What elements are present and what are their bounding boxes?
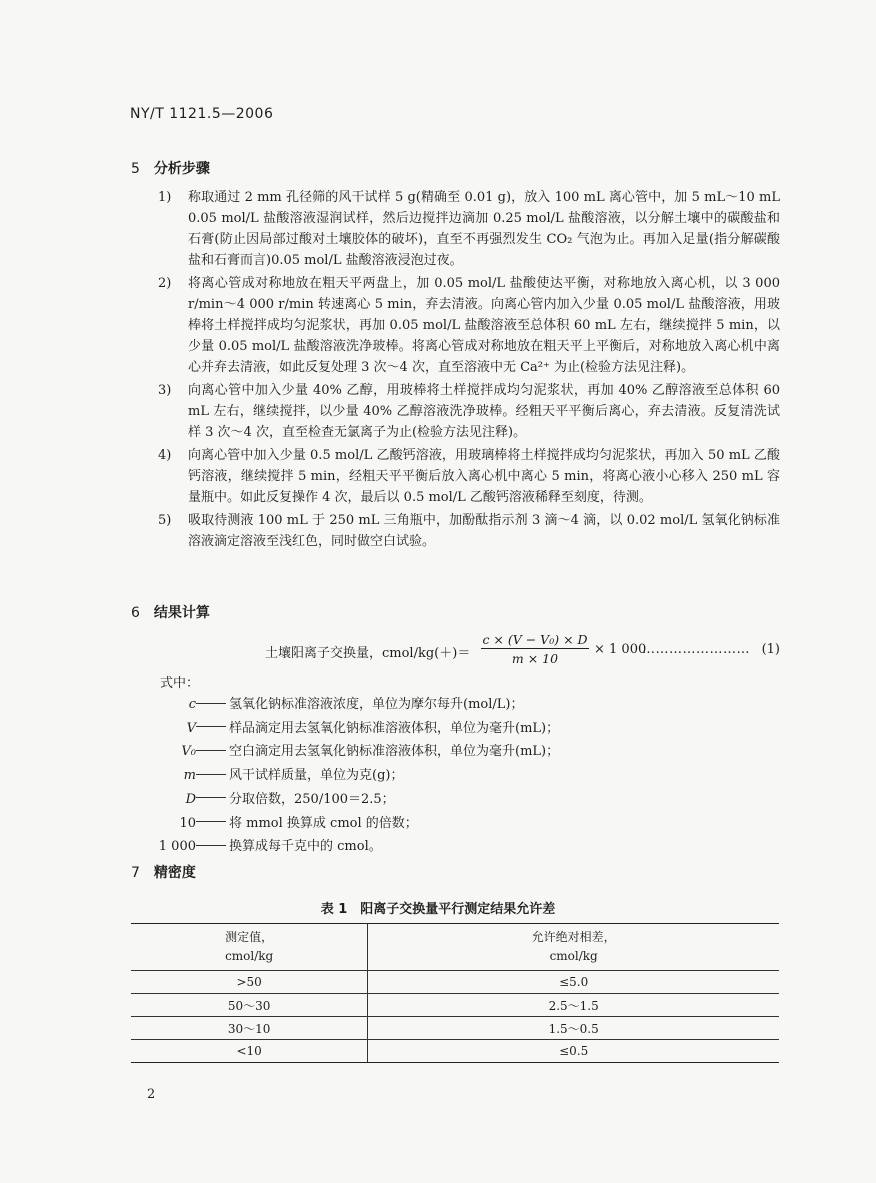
variable-symbol: 1 000 (158, 839, 196, 855)
analysis-steps-list (150, 187, 780, 554)
equation-number: (1) (761, 642, 780, 657)
step-number: 1) (158, 190, 172, 205)
variable-description: 将 mmol 换算成 cmol 的倍数； (229, 815, 418, 831)
step-item (150, 510, 780, 552)
section-number: 7 (131, 865, 140, 881)
variable-description: 样品滴定用去氢氧化钠标准溶液体积，单位为毫升(mL)； (229, 720, 560, 736)
table-cell: ≤5.0 (368, 971, 779, 994)
table-cell: 1.5～0.5 (368, 1017, 779, 1040)
section-6-title (131, 602, 210, 622)
step-text: 吸取待测液 100 mL 于 250 mL 三角瓶中，加酚酞指示剂 3 滴～4 滴，以 0.02 mol/L 氢氧化钠标准溶液滴定溶液至浅红色，同时做空白试验。 (188, 513, 780, 549)
header-unit: cmol/kg (549, 949, 598, 963)
table-header-cell (368, 924, 779, 971)
variable-description: 换算成每千克中的 cmol。 (229, 839, 382, 855)
table-cell: 30～10 (131, 1017, 368, 1040)
page-number: 2 (147, 1087, 156, 1102)
table-cell: ≤0.5 (368, 1040, 779, 1063)
variable-item (150, 764, 559, 788)
variable-symbol: m (183, 768, 196, 784)
formula-numerator: c × (V − V₀) × D (482, 632, 588, 647)
variable-item (150, 717, 559, 741)
variable-item (150, 835, 559, 859)
formula-lhs: 土壤阳离子交换量，cmol/kg(＋)＝ (265, 646, 471, 661)
header-unit: cmol/kg (225, 949, 274, 963)
variable-symbol: V (186, 720, 196, 736)
section-5-title (131, 158, 210, 178)
table-row (131, 971, 779, 994)
variable-item (150, 812, 559, 836)
table-row (131, 1017, 779, 1040)
table-row (131, 1040, 779, 1063)
formula-leader-dots: …………………… (642, 642, 750, 657)
variable-description: 空白滴定用去氢氧化钠标准溶液体积，单位为毫升(mL)； (229, 744, 560, 760)
table-caption: 表 1 阳离子交换量平行测定结果允许差 (320, 902, 556, 917)
step-text: 将离心管成对称地放在粗天平两盘上，加 0.05 mol/L 盐酸使达平衡，对称地放入离心机，以 3 000 r/min～4 000 r/min 转速离心 5 min，弃去清液。向离心管内加入少量 0.05 mol/L 盐酸溶液，用玻棒将土样搅拌成均匀泥浆状，再加 0.05 mol/L 盐酸溶液至总体积 60 mL 左右，继续搅拌 5 min，以少量 0.05 mol/L 盐酸溶液洗净玻棒。将离心管成对称地放在粗天平上平衡后，对称地放入离心机中离心并弃去清液，如此反复处理 3 次～4 次，直至溶液中无 Ca²⁺ 为止(检验方法见注释)。 (188, 276, 780, 375)
variable-symbol: V₀ (181, 744, 196, 760)
step-text: 向离心管中加入少量 40% 乙醇，用玻棒将土样搅拌成均匀泥浆状，再加 40% 乙醇溶液至总体积 60 mL 左右，继续搅拌，以少量 40% 乙醇溶液洗净玻棒。经粗天平平衡后离心，弃去清液。反复清洗试样 3 次～4 次，直至检查无氯离子为止(检验方法见注释)。 (188, 383, 780, 440)
table-cell: <10 (131, 1040, 368, 1063)
table-header-cell (131, 924, 368, 971)
section-title-text: 结果计算 (153, 605, 210, 621)
step-number: 5) (158, 513, 172, 528)
table-cell: >50 (131, 971, 368, 994)
step-item (150, 445, 780, 508)
step-number: 4) (158, 448, 172, 463)
step-item (150, 187, 780, 271)
table-row (131, 994, 779, 1017)
variable-symbol: 10 (179, 815, 196, 831)
table-cell: 2.5～1.5 (368, 994, 779, 1017)
header-line: 允许绝对相差， (531, 930, 616, 944)
variable-definitions (150, 693, 559, 859)
section-7-title (131, 862, 196, 882)
section-number: 5 (131, 161, 140, 177)
section-number: 6 (131, 605, 140, 621)
variable-item (150, 740, 559, 764)
header-line: 测定值， (225, 930, 274, 944)
formula-multiplier: × 1 000 (594, 642, 647, 657)
where-label: 式中： (160, 676, 200, 691)
variable-description: 氢氧化钠标准溶液浓度，单位为摩尔每升(mol/L)； (229, 697, 524, 712)
variable-item (150, 788, 559, 812)
step-item (150, 273, 780, 378)
standard-number-header: NY/T 1121.5—2006 (130, 106, 274, 122)
step-number: 3) (158, 383, 172, 398)
section-title-text: 分析步骤 (153, 161, 210, 177)
section-title-text: 精密度 (153, 865, 196, 881)
table-header-row (131, 924, 779, 971)
step-item (150, 380, 780, 443)
variable-item (150, 693, 559, 717)
formula-denominator: m × 10 (511, 651, 559, 666)
tolerance-table (131, 923, 779, 1063)
variable-symbol: c (188, 697, 196, 712)
variable-description: 分取倍数，250/100＝2.5； (229, 791, 395, 807)
variable-symbol: D (185, 791, 196, 807)
table-cell: 50～30 (131, 994, 368, 1017)
step-text: 称取通过 2 mm 孔径筛的风干试样 5 g(精确至 0.01 g)，放入 100 mL 离心管中，加 5 mL～10 mL 0.05 mol/L 盐酸溶液湿润试样，然后边搅拌边滴加 0.25 mol/L 盐酸溶液，以分解土壤中的碳酸盐和石膏(防止因局部过酸对土壤胶体的破坏)，直至不再强烈发生 CO₂ 气泡为止。再加入足量(指分解碳酸盐和石膏而言)0.05 mol/L 盐酸溶液浸泡过夜。 (188, 190, 780, 268)
formula-fraction (481, 632, 589, 666)
cec-formula (265, 632, 780, 672)
step-number: 2) (158, 276, 172, 291)
variable-description: 风干试样质量，单位为克(g)； (229, 768, 404, 784)
step-text: 向离心管中加入少量 0.5 mol/L 乙酸钙溶液，用玻璃棒将土样搅拌成均匀泥浆状，再加入 50 mL 乙酸钙溶液，继续搅拌 5 min，经粗天平平衡后放入离心机中离心 5 min，将离心液小心移入 250 mL 容量瓶中。如此反复操作 4 次，最后以 0.5 mol/L 乙酸钙溶液稀释至刻度，待测。 (188, 448, 780, 505)
